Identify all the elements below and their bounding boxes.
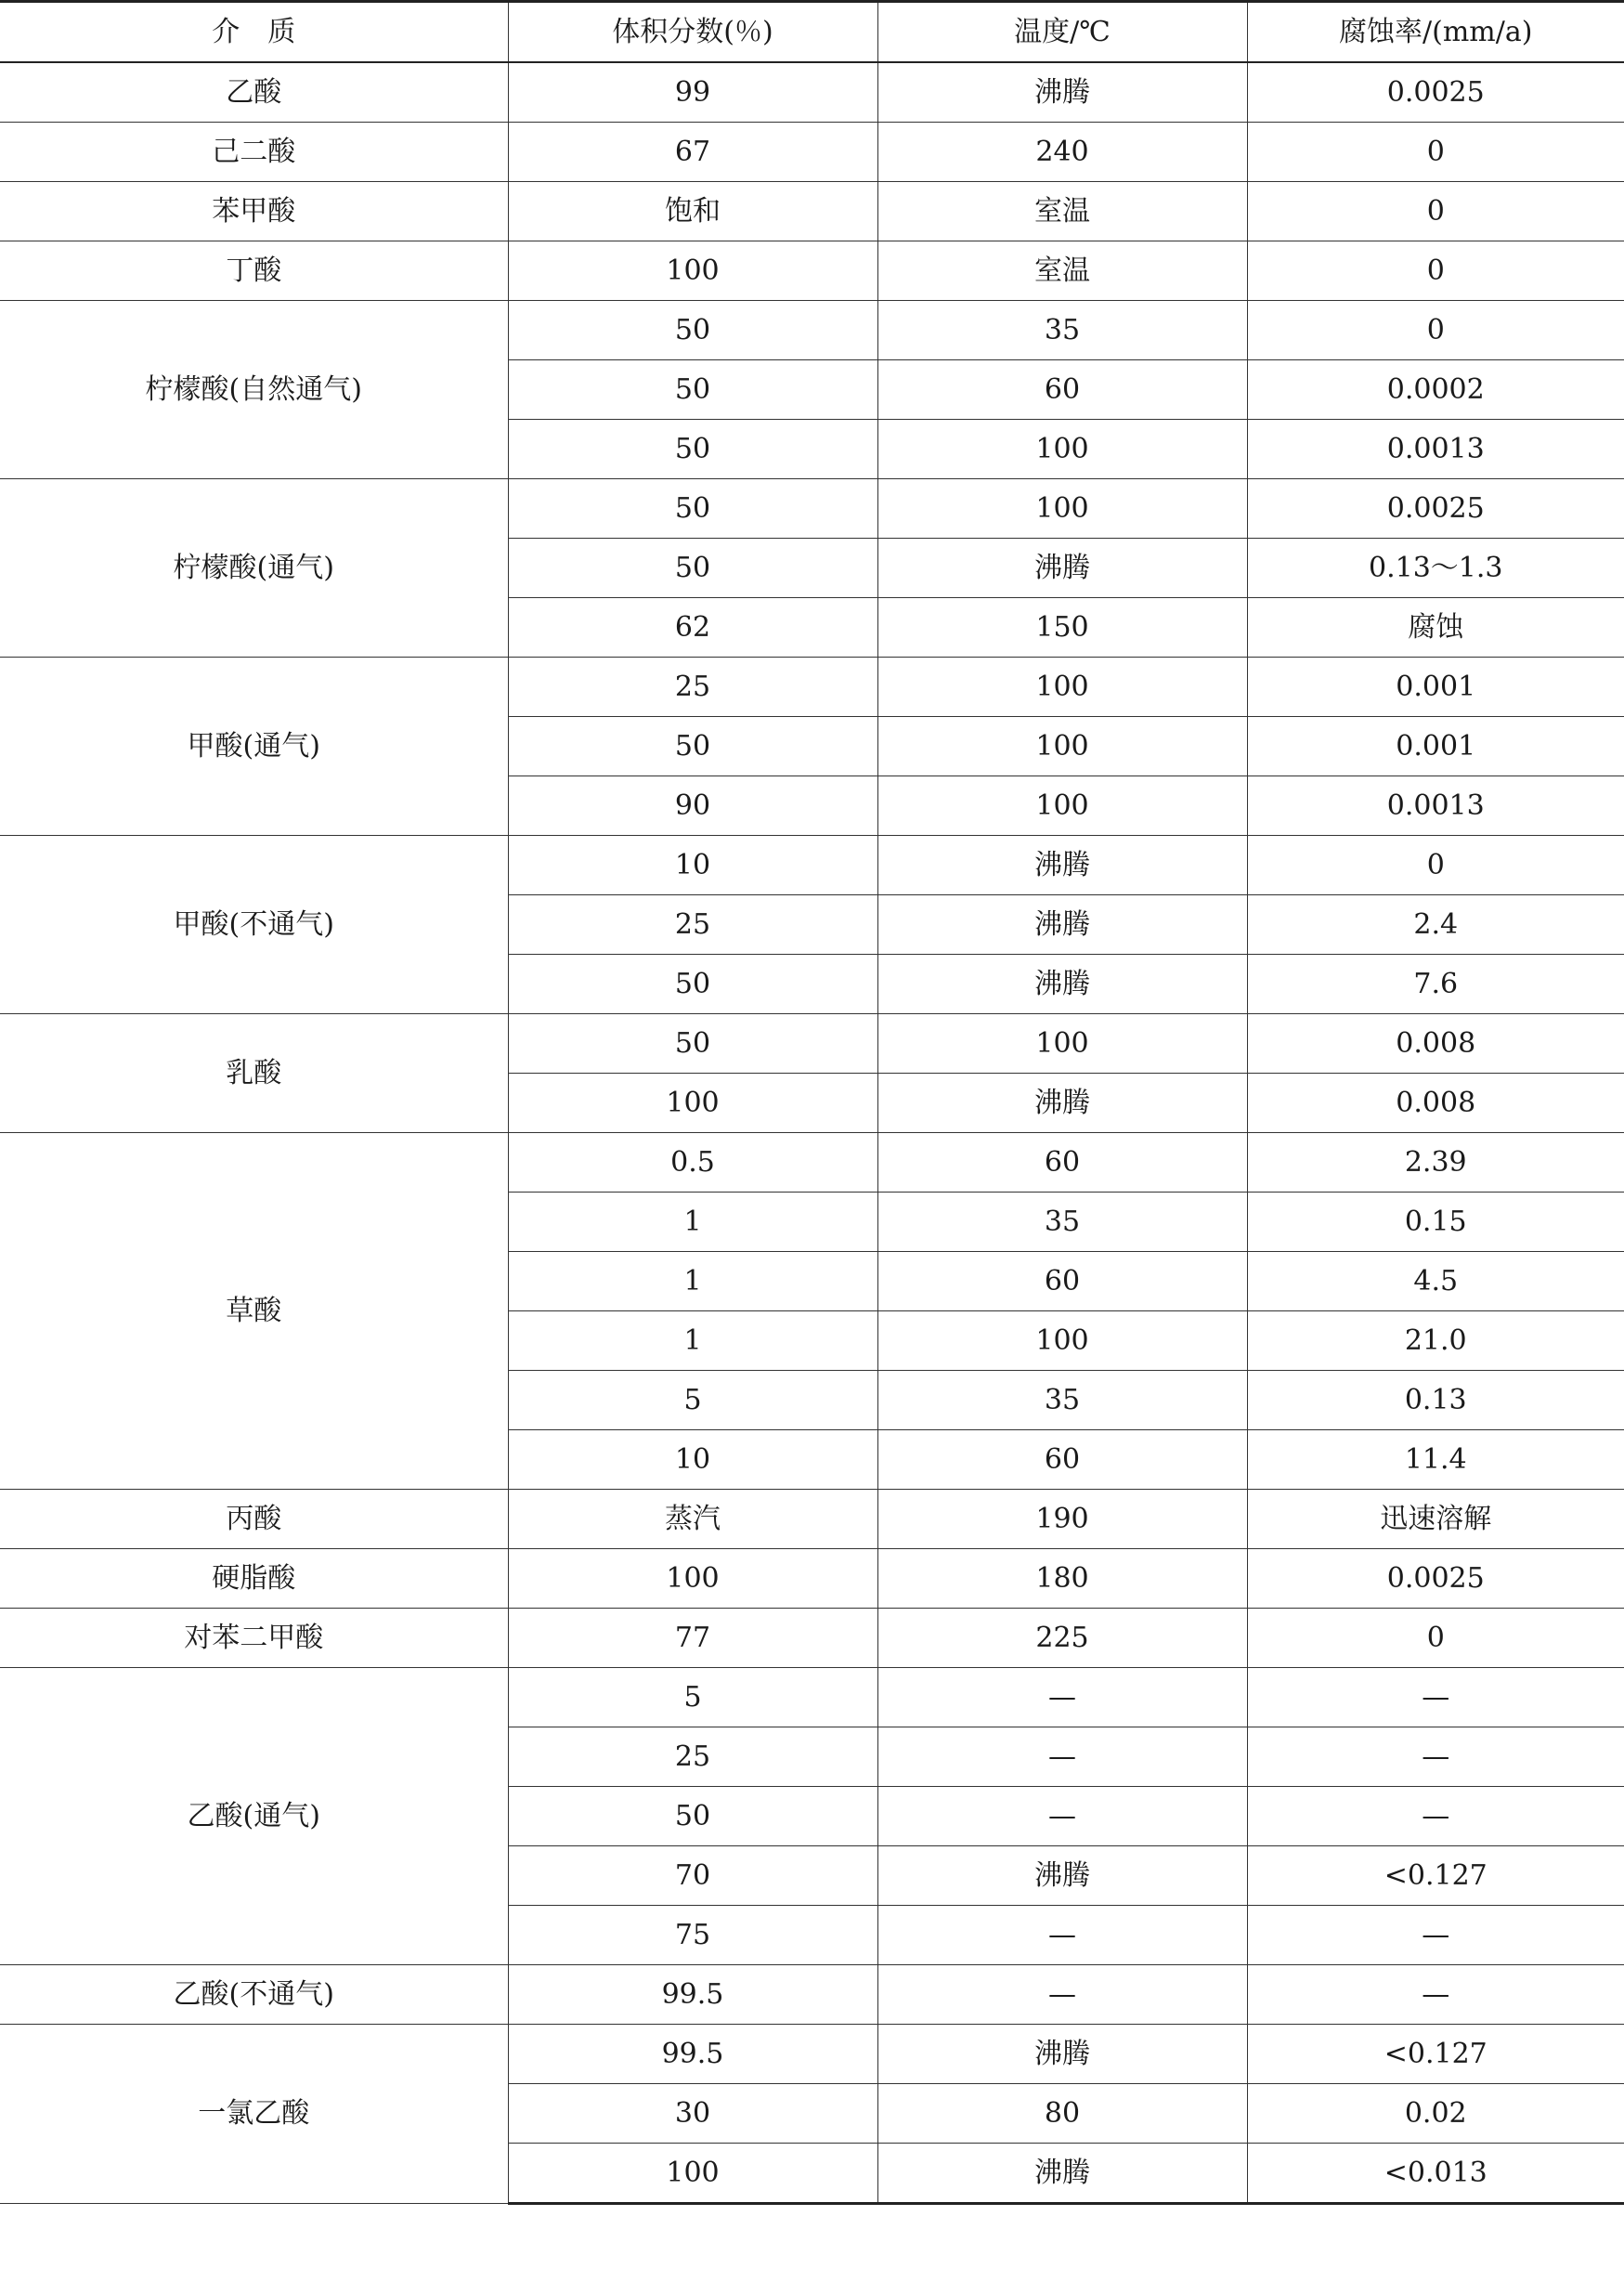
temperature-cell: 沸腾	[877, 539, 1247, 598]
temperature-cell: —	[877, 1965, 1247, 2025]
concentration-cell: 1	[508, 1311, 877, 1371]
temperature-cell: 沸腾	[877, 62, 1247, 123]
corrosion-rate-cell: 0	[1247, 241, 1624, 301]
table-row	[0, 301, 1624, 360]
corrosion-rate-cell: 0.0002	[1247, 360, 1624, 420]
temperature-cell: 沸腾	[877, 2025, 1247, 2084]
concentration-cell: 蒸汽	[508, 1490, 877, 1549]
temperature-cell: 150	[877, 598, 1247, 658]
corrosion-rate-cell: 0.0025	[1247, 479, 1624, 539]
concentration-cell: 10	[508, 1430, 877, 1490]
corrosion-rate-cell: 2.4	[1247, 895, 1624, 955]
temperature-cell: 沸腾	[877, 895, 1247, 955]
concentration-cell: 50	[508, 301, 877, 360]
header-temperature: 温度/℃	[877, 2, 1247, 63]
concentration-cell: 75	[508, 1906, 877, 1965]
corrosion-rate-cell: —	[1247, 1668, 1624, 1727]
medium-cell: 乙酸(通气)	[0, 1668, 508, 1965]
medium-cell: 甲酸(通气)	[0, 658, 508, 836]
corrosion-rate-cell: 0.008	[1247, 1014, 1624, 1074]
temperature-cell: 沸腾	[877, 836, 1247, 895]
concentration-cell: 50	[508, 539, 877, 598]
table-row	[0, 1014, 1624, 1074]
corrosion-rate-cell: 腐蚀	[1247, 598, 1624, 658]
concentration-cell: 0.5	[508, 1133, 877, 1193]
temperature-cell: 60	[877, 1430, 1247, 1490]
temperature-cell: —	[877, 1727, 1247, 1787]
table-row	[0, 2025, 1624, 2084]
temperature-cell: —	[877, 1787, 1247, 1846]
table-row	[0, 658, 1624, 717]
medium-cell: 丁酸	[0, 241, 508, 301]
concentration-cell: 50	[508, 1014, 877, 1074]
temperature-cell: 35	[877, 1371, 1247, 1430]
corrosion-rate-cell: 0	[1247, 301, 1624, 360]
table-row	[0, 1549, 1624, 1609]
temperature-cell: —	[877, 1668, 1247, 1727]
temperature-cell: 60	[877, 360, 1247, 420]
table-body	[0, 62, 1624, 2204]
temperature-cell: 沸腾	[877, 1846, 1247, 1906]
corrosion-rate-cell: —	[1247, 1787, 1624, 1846]
corrosion-rate-cell: 0.15	[1247, 1193, 1624, 1252]
concentration-cell: 50	[508, 1787, 877, 1846]
table-row	[0, 123, 1624, 182]
table-row	[0, 1490, 1624, 1549]
corrosion-rate-cell: —	[1247, 1965, 1624, 2025]
medium-cell: 甲酸(不通气)	[0, 836, 508, 1014]
temperature-cell: 180	[877, 1549, 1247, 1609]
temperature-cell: 100	[877, 717, 1247, 776]
temperature-cell: 沸腾	[877, 2144, 1247, 2204]
concentration-cell: 99	[508, 62, 877, 123]
table-row	[0, 1609, 1624, 1668]
medium-cell: 对苯二甲酸	[0, 1609, 508, 1668]
header-corrosion-rate: 腐蚀率/(mm/a)	[1247, 2, 1624, 63]
table-row	[0, 1668, 1624, 1727]
temperature-cell: 沸腾	[877, 955, 1247, 1014]
header-concentration: 体积分数(％)	[508, 2, 877, 63]
medium-cell: 丙酸	[0, 1490, 508, 1549]
temperature-cell: 室温	[877, 182, 1247, 241]
corrosion-rate-cell: 0.0025	[1247, 1549, 1624, 1609]
temperature-cell: 35	[877, 301, 1247, 360]
table-header	[0, 2, 1624, 63]
table-row	[0, 182, 1624, 241]
concentration-cell: 1	[508, 1193, 877, 1252]
concentration-cell: 50	[508, 479, 877, 539]
corrosion-rate-cell: 0.13	[1247, 1371, 1624, 1430]
medium-cell: 乙酸	[0, 62, 508, 123]
concentration-cell: 67	[508, 123, 877, 182]
table-row	[0, 479, 1624, 539]
temperature-cell: 100	[877, 1311, 1247, 1371]
concentration-cell: 25	[508, 895, 877, 955]
corrosion-rate-cell: 0	[1247, 836, 1624, 895]
corrosion-rate-cell: —	[1247, 1906, 1624, 1965]
concentration-cell: 1	[508, 1252, 877, 1311]
table-row	[0, 1133, 1624, 1193]
concentration-cell: 50	[508, 717, 877, 776]
corrosion-rate-cell: 0.02	[1247, 2084, 1624, 2144]
concentration-cell: 50	[508, 360, 877, 420]
concentration-cell: 5	[508, 1371, 877, 1430]
medium-cell: 己二酸	[0, 123, 508, 182]
temperature-cell: 100	[877, 1014, 1247, 1074]
temperature-cell: 100	[877, 658, 1247, 717]
temperature-cell: 沸腾	[877, 1074, 1247, 1133]
corrosion-rate-cell: 0	[1247, 123, 1624, 182]
medium-cell: 柠檬酸(自然通气)	[0, 301, 508, 479]
corrosion-rate-cell: 0.0013	[1247, 420, 1624, 479]
corrosion-rate-cell: —	[1247, 1727, 1624, 1787]
concentration-cell: 30	[508, 2084, 877, 2144]
corrosion-rate-cell: 21.0	[1247, 1311, 1624, 1371]
corrosion-rate-cell: 0.001	[1247, 717, 1624, 776]
medium-cell: 苯甲酸	[0, 182, 508, 241]
temperature-cell: 100	[877, 776, 1247, 836]
corrosion-rate-cell: <0.127	[1247, 1846, 1624, 1906]
temperature-cell: —	[877, 1906, 1247, 1965]
temperature-cell: 225	[877, 1609, 1247, 1668]
header-row	[0, 2, 1624, 63]
temperature-cell: 80	[877, 2084, 1247, 2144]
concentration-cell: 99.5	[508, 2025, 877, 2084]
concentration-cell: 50	[508, 420, 877, 479]
medium-cell: 柠檬酸(通气)	[0, 479, 508, 658]
table-row	[0, 836, 1624, 895]
corrosion-rate-cell: <0.013	[1247, 2144, 1624, 2204]
concentration-cell: 100	[508, 241, 877, 301]
concentration-cell: 100	[508, 2144, 877, 2204]
temperature-cell: 35	[877, 1193, 1247, 1252]
temperature-cell: 室温	[877, 241, 1247, 301]
corrosion-rate-cell: <0.127	[1247, 2025, 1624, 2084]
temperature-cell: 60	[877, 1133, 1247, 1193]
medium-cell: 硬脂酸	[0, 1549, 508, 1609]
concentration-cell: 10	[508, 836, 877, 895]
temperature-cell: 240	[877, 123, 1247, 182]
concentration-cell: 62	[508, 598, 877, 658]
concentration-cell: 25	[508, 1727, 877, 1787]
medium-cell: 草酸	[0, 1133, 508, 1490]
corrosion-rate-cell: 0	[1247, 1609, 1624, 1668]
corrosion-rate-cell: 0	[1247, 182, 1624, 241]
table-row	[0, 1965, 1624, 2025]
temperature-cell: 190	[877, 1490, 1247, 1549]
temperature-cell: 60	[877, 1252, 1247, 1311]
corrosion-rate-cell: 0.0013	[1247, 776, 1624, 836]
medium-cell: 乙酸(不通气)	[0, 1965, 508, 2025]
concentration-cell: 5	[508, 1668, 877, 1727]
temperature-cell: 100	[877, 479, 1247, 539]
corrosion-rate-cell: 迅速溶解	[1247, 1490, 1624, 1549]
table-row	[0, 62, 1624, 123]
medium-cell: 乳酸	[0, 1014, 508, 1133]
concentration-cell: 99.5	[508, 1965, 877, 2025]
corrosion-rate-cell: 0.0025	[1247, 62, 1624, 123]
concentration-cell: 77	[508, 1609, 877, 1668]
concentration-cell: 100	[508, 1074, 877, 1133]
corrosion-rate-cell: 2.39	[1247, 1133, 1624, 1193]
concentration-cell: 70	[508, 1846, 877, 1906]
concentration-cell: 100	[508, 1549, 877, 1609]
temperature-cell: 100	[877, 420, 1247, 479]
corrosion-rate-cell: 7.6	[1247, 955, 1624, 1014]
concentration-cell: 50	[508, 955, 877, 1014]
concentration-cell: 90	[508, 776, 877, 836]
corrosion-rate-cell: 0.008	[1247, 1074, 1624, 1133]
corrosion-rate-cell: 0.13～1.3	[1247, 539, 1624, 598]
corrosion-rate-cell: 0.001	[1247, 658, 1624, 717]
corrosion-rate-cell: 11.4	[1247, 1430, 1624, 1490]
concentration-cell: 25	[508, 658, 877, 717]
concentration-cell: 饱和	[508, 182, 877, 241]
corrosion-rate-cell: 4.5	[1247, 1252, 1624, 1311]
header-medium: 介 质	[0, 2, 508, 63]
medium-cell: 一氯乙酸	[0, 2025, 508, 2204]
table-row	[0, 241, 1624, 301]
